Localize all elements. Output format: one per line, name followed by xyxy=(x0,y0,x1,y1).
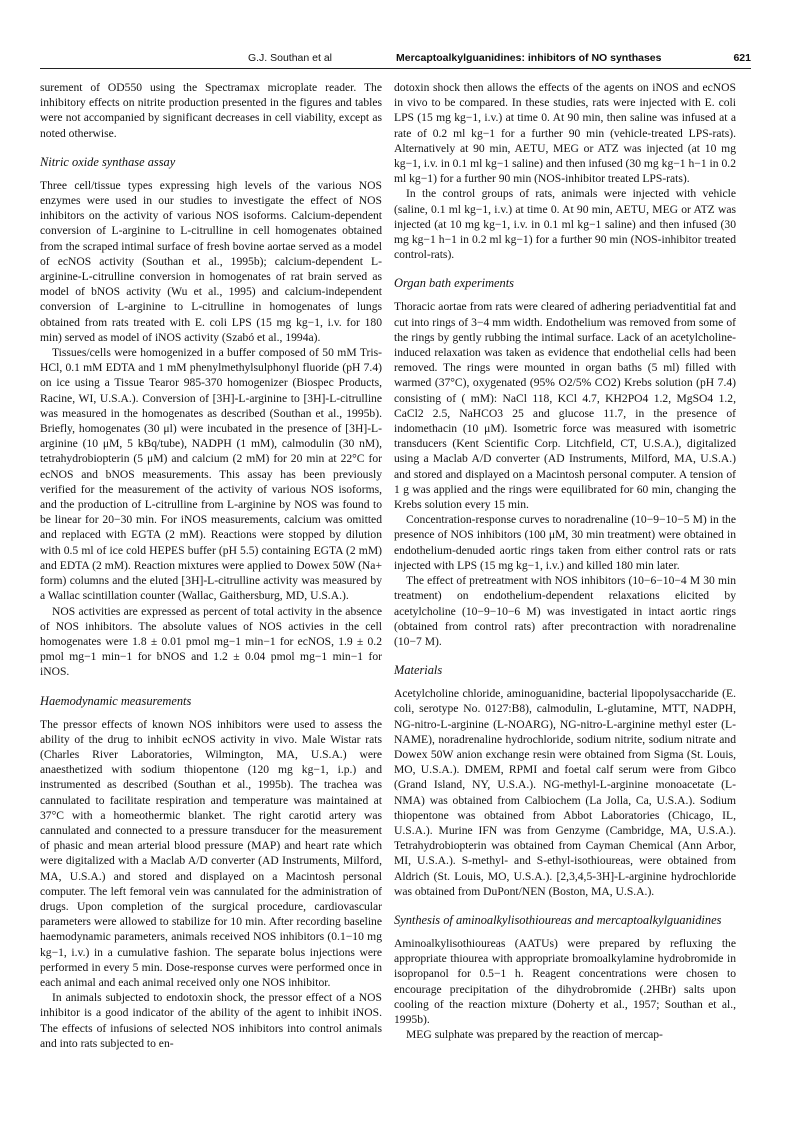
paragraph: In animals subjected to endotoxin shock, the pressor effect of a NOS inhibitor is a good indicator of the ability of the agent to inhibit iNOS. The effects of infusions of selected NOS inhibitors into control animals and into rats subjected to en- xyxy=(40,991,382,1050)
section-heading-organ-bath: Organ bath experiments xyxy=(394,276,514,291)
right-column xyxy=(394,80,736,1042)
paragraph: The pressor effects of known NOS inhibitors were used to assess the ability of the drug to inhibit ecNOS activity in vivo. Male Wistar rats (Charles River Laboratories, Wilmington, MA, U.S.A.) were anaesthetized with sodium thiopentone (120 mg kg−1, i.p.) and instrumented as described (Southan et al., 1995b). The trachea was cannulated to facilitate respiration and temperature was maintained at 37°C with a homeothermic blanket. The right carotid artery was cannulated and connected to a pressure transducer for the measurement of phasic and mean arterial blood pressure (MAP) and heart rate which were digitalized with a Maclab A/D converter (AD Instruments, Milford, MA, U.S.A.) and stored and displayed on a Macintosh personal computer. The left femoral vein was cannulated for the administration of drugs. Upon completion of the surgical procedure, cardiovascular parameters were allowed to stabilize for 10 min. After recording baseline haemodynamic parameters, animals received NOS inhibitors (0.1−10 mg kg−1, i.v.) in a cumulative fashion. The separate bolus injections were performed in every 5 min. Dose-response curves were performed once in each animal and each animal received only one NOS inhibitor. xyxy=(40,717,382,989)
header-rule xyxy=(40,68,751,69)
paragraph: The effect of pretreatment with NOS inhibitors (10−6−10−4 M 30 min treatment) on endothelium-dependent relaxations elicited by acetylcholine (10−9−10−6 M) was investigated in intact aortic rings (obtained from control rats) after precontraction with noradrenaline (10−7 M). xyxy=(394,574,736,648)
paragraph: Acetylcholine chloride, aminoguanidine, bacterial lipopolysaccharide (E. coli, serotype No. 0127:B8), calmodulin, L-glutamine, MTT, NADPH, NG-nitro-L-arginine (L-NOARG), NG-nitro-L-arginine methyl ester (L-NAME), noradrenaline hydrochloride, sodium nitrite, sodium nitrate and Dowex 50W anion exchange resin were obtained from Sigma (St. Louis, MO, U.S.A.). DMEM, RPMI and foetal calf serum were from Gibco (Grand Island, NY, U.S.A.). NG-methyl-L-arginine monoacetate (L-NMA) was obtained from Calbiochem (La Jolla, Ca, U.S.A.). Sodium thiopentone was obtained from Abbot Laboratories (Chicago, IL, U.S.A.). Murine IFN was from Genzyme (Cambridge, MA, U.S.A.). Tetrahydrobiopterin was obtained from Cayman Chemical (Ann Arbor, MI, U.S.A.). S-methyl- and S-ethyl-isothioureas, were obtained from Aldrich (St. Louis, MO, U.S.A.). [2,3,4,5-3H]-L-arginine hydrochloride was obtained from DuPont/NEN (Boston, MA, U.S.A.). xyxy=(394,687,736,898)
section-heading-nos-assay: Nitric oxide synthase assay xyxy=(40,154,176,169)
paragraph: Three cell/tissue types expressing high levels of the various NOS enzymes were used in our studies to investigate the effect of NOS inhibitors on the activity of various NOS isoforms. Calcium-dependent conversion of L-arginine to L-citrulline in cell homogenates obtained from the scraped intimal surface of fresh bovine aortae served as a model of ecNOS activity (Southan et al., 1995b); calcium-dependent L-arginine-L-citrulline conversion in homogenates of rat brain served as model of bNOS activity (Wu et al., 1995) and calcium-independent conversion of L-arginine to L-citrulline in homogenates of lungs obtained from rats treated with E. coli LPS (15 mg kg−1, i.v. for 180 min) served as model of iNOS activity (Szabó et al., 1994a). xyxy=(40,178,382,344)
section-heading-materials: Materials xyxy=(394,663,443,678)
paragraph: NOS activities are expressed as percent of total activity in the absence of NOS inhibitors. The absolute values of NOS activies in the cell homogenates were 1.8 ± 0.01 pmol mg−1 min−1 for ecNOS, 1.9 ± 0.2 pmol mg−1 min−1 for bNOS and 1.2 ± 0.04 pmol mg−1 min−1 for iNOS. xyxy=(40,604,382,679)
paragraph: Aminoalkylisothioureas (AATUs) were prepared by refluxing the appropriate thiourea with appropriate bromoalkylamine hydrobromide in isopropanol for 0.5−1 h. Reagent concentrations were chosen to encourage precipitation of the dihydrobromide (.2HBr) salts upon cooling of the reaction mixture (Doherty et al., 1957; Southan et al., 1995b). xyxy=(394,936,736,1026)
section-heading-synthesis: Synthesis of aminoalkylisothioureas and mercaptoalkylguanidines xyxy=(394,912,722,927)
paragraph: Concentration-response curves to noradrenaline (10−9−10−5 M) in the presence of NOS inhibitors (100 μM, 30 min treatment) were obtained in endothelium-denuded aortic rings taken from either control rats or rats injected with LPS (15 mg kg−1, i.v.) and killed 180 min later. xyxy=(394,513,736,572)
paragraph: MEG sulphate was prepared by the reaction of mercap- xyxy=(406,1028,663,1042)
paragraph: surement of OD550 using the Spectramax microplate reader. The inhibitory effects on nitrite production presented in the figures and tables were not accompanied by significant decreases in cell viability, except as noted otherwise. xyxy=(40,81,382,140)
section-heading-haemodynamic: Haemodynamic measurements xyxy=(40,693,192,708)
paragraph: Tissues/cells were homogenized in a buffer composed of 50 mM Tris-HCl, 0.1 mM EDTA and 1 mM phenylmethylsulphonyl fluoride (pH 7.4) on ice using a Tissue Tearor 985-370 homogenizer (Biospec Products, Racine, WI, U.S.A.). Conversion of [3H]-L-arginine to [3H]-L-citrulline was measured in the homogenates as described (Southan et al., 1995b). Briefly, homogenates (30 μl) were incubated in the presence of [3H]-L-arginine (10 μM, 5 kBq/tube), NADPH (1 mM), calmodulin (30 nM), tetrahydrobiopterin (5 μM) and calcium (2 mM) for 20 min at 22°C for ecNOS and bNOS measurements. This assay has been previously verified for the measurement of the activity of various NOS isoforms, and the production of L-citrulline from L-arginine by NOS was found to be linear for 20−30 min. For iNOS measurements, calcium was omitted and replaced with EGTA (2 mM). Reactions were stopped by dilution with 0.5 ml of ice cold HEPES buffer (pH 5.5) containing EGTA (2 mM) and EDTA (2 mM). Reaction mixtures were applied to Dowex 50W (Na+ form) columns and the eluted [3H]-L-citrulline activity was measured by a Wallac scintillation counter (Wallac, Gaithersburg, MD, U.S.A.). xyxy=(40,346,382,603)
paragraph: In the control groups of rats, animals were injected with vehicle (saline, 0.1 ml kg−1, i.v.) at time 0. At 90 min, AETU, MEG or ATZ was injected (at 10 mg kg−1, i.v. in 0.1 ml kg−1 saline) and then infused (30 mg kg−1 h−1 in 0.2 ml kg−1) for a further 90 min (NOS-inhibitor treated control-rats). xyxy=(394,187,736,262)
paragraph: Thoracic aortae from rats were cleared of adhering periadventitial fat and cut into rings of 3−4 mm width. Endothelium was removed from some of the rings by gently rubbing the intimal surface. Lack of an acetylcholine-induced relaxation was taken as evidence that endothelial cells had been removed. The rings were mounted in organ baths (5 ml) filled with warmed (37°C), oxygenated (95% O2/5% CO2) Krebs solution (pH 7.4) consisting of ( mM): NaCl 118, KCl 4.7, KH2PO4 1.2, MgSO4 1.2, CaCl2 2.5, NaHCO3 25 and glucose 11.7, in the presence of indomethacin (10 μM). Isometric force was measured with isometric transducers (Kent Scientific Corp. Litchfield, CT, U.S.A.), digitalized using a Maclab A/D converter (AD Instruments, Milford, MA, U.S.A.) and stored and displayed on a Macintosh personal computer. A tension of 1 g was applied and the rings were equilibrated for 60 min, changing the Krebs solution every 15 min. xyxy=(394,300,736,512)
page-number: 621 xyxy=(733,52,751,64)
running-header xyxy=(40,52,751,72)
left-column xyxy=(40,80,382,1051)
paragraph: dotoxin shock then allows the effects of the agents on iNOS and ecNOS in vivo to be compared. In these studies, rats were injected with E. coli LPS (15 mg kg−1, i.v.) at time 0. At 90 min, then saline was infused at a rate of 0.2 ml kg−1 for a further 90 min (vehicle-treated LPS-rats). Alternatively at 90 min, AETU, MEG or ATZ was injected (at 10 mg kg−1, i.v. in 0.1 ml kg−1 saline) and then infused (30 mg kg−1 h−1 in 0.2 ml kg−1) for a further 90 min (NOS-inhibitor treated LPS-rats). xyxy=(394,81,736,186)
running-header-author: G.J. Southan et al xyxy=(247,52,332,64)
running-header-title: Mercaptoalkylguanidines: inhibitors of NO synthases xyxy=(396,52,662,64)
